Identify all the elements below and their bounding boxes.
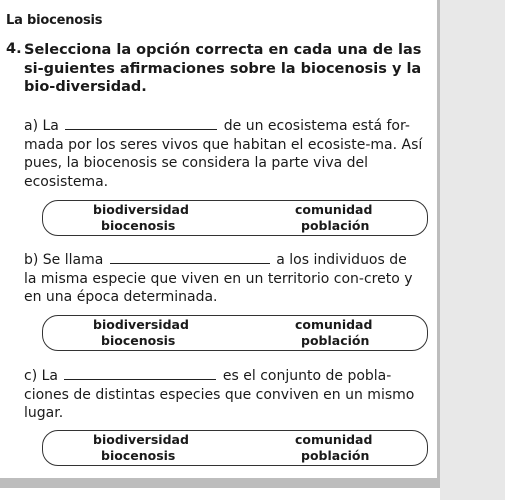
side-panel [440,0,505,500]
item-a-rest: mada por los seres vivos que habitan el ecosiste-ma. Así pues, la biocenosis se considera la parte viva del ecosistema. [24,136,423,190]
item-b-option-biodiversidad[interactable]: biodiversidad [93,317,189,332]
item-b-option-biocenosis[interactable]: biocenosis [101,333,176,348]
item-b-first-line [24,250,434,270]
item-b-blank[interactable] [110,250,270,264]
item-b [24,250,434,307]
item-b-options [42,315,428,351]
item-c-option-comunidad[interactable]: comunidad [295,432,373,447]
item-a-option-biodiversidad[interactable]: biodiversidad [93,202,189,217]
item-c [24,366,434,423]
bottom-bar [0,478,440,488]
item-b-option-comunidad[interactable]: comunidad [295,317,373,332]
item-c-first-line [24,366,434,386]
question-number: 4. [6,41,22,57]
item-b-option-poblacion[interactable]: población [301,333,370,348]
question-text: Selecciona la opción correcta en cada una de las si-guientes afirmaciones sobre la biocenosis y la bio-diversidad. [24,42,422,95]
item-c-option-poblacion[interactable]: población [301,448,370,463]
item-b-rest: la misma especie que viven en un territorio con-creto y en una época determinada. [24,270,413,305]
item-a-options [42,200,428,236]
section-title: La biocenosis [6,13,103,28]
item-a-label: a) La [24,118,59,134]
item-a-option-biocenosis[interactable]: biocenosis [101,218,176,233]
item-a-option-poblacion[interactable]: población [301,218,370,233]
item-a-blank[interactable] [65,116,217,130]
item-a-first-line [24,116,434,136]
item-c-option-biodiversidad[interactable]: biodiversidad [93,432,189,447]
item-c-after-blank: es el conjunto de pobla- [222,368,392,384]
item-c-option-biocenosis[interactable]: biocenosis [101,448,176,463]
item-c-rest: ciones de distintas especies que conviven en un mismo lugar. [24,386,415,421]
item-a [24,116,434,191]
item-b-label: b) Se llama [24,252,104,268]
item-c-blank[interactable] [64,366,216,380]
item-a-option-comunidad[interactable]: comunidad [295,202,373,217]
page-edge-rule [437,0,440,478]
item-b-after-blank: a los individuos de [276,252,407,268]
item-c-label: c) La [24,368,58,384]
item-c-options [42,430,428,466]
item-a-after-blank: de un ecosistema está for- [223,118,410,134]
